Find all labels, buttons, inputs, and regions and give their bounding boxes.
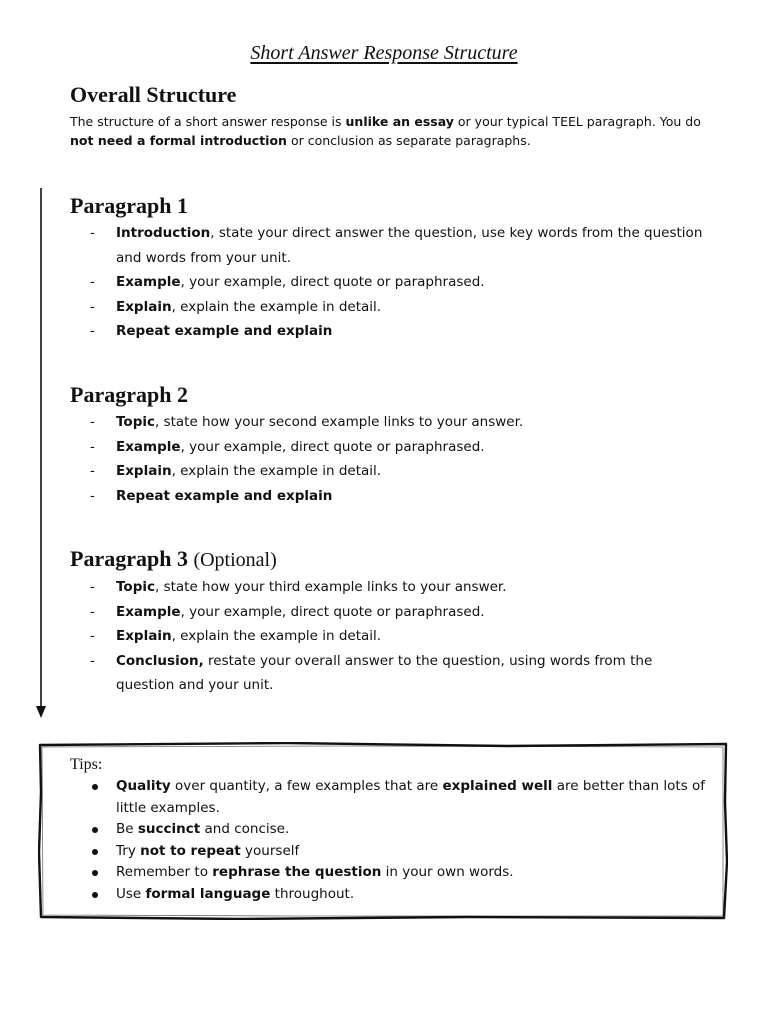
tip-text: are better than lots of little examples. bbox=[116, 778, 706, 816]
item-text: , explain the example in detail. bbox=[171, 628, 382, 644]
intro-bold-1: unlike an essay bbox=[345, 114, 454, 129]
dash-marker: - bbox=[90, 323, 95, 339]
item-bold: Example bbox=[116, 274, 181, 290]
tip-text: Use bbox=[116, 885, 146, 902]
list-item bbox=[90, 270, 710, 295]
item-bold: Topic bbox=[116, 579, 155, 595]
tips-heading: Tips: bbox=[70, 756, 103, 773]
tip-bold: succinct bbox=[137, 821, 201, 837]
list-item bbox=[90, 575, 710, 600]
tip-bold: formal language bbox=[145, 885, 271, 902]
list-item bbox=[90, 459, 710, 484]
tip-text: and concise. bbox=[200, 821, 290, 837]
item-text: , state how your second example links to your answer. bbox=[154, 414, 524, 430]
dash-marker: - bbox=[90, 603, 95, 620]
paragraph-1-heading: Paragraph 1 bbox=[70, 193, 188, 218]
item-text: , state your direct answer the question, use key words from the question and words from your unit. bbox=[116, 225, 703, 266]
item-text: , your example, direct quote or paraphrased. bbox=[180, 274, 485, 290]
paragraph-1-list bbox=[90, 221, 710, 344]
item-text: , state how your third example links to your answer. bbox=[154, 579, 507, 595]
list-item bbox=[90, 319, 710, 344]
paragraph-3-heading bbox=[70, 546, 277, 572]
paragraph-3-optional-label: (Optional) bbox=[193, 549, 277, 571]
tip-item bbox=[70, 841, 710, 863]
dash-marker: - bbox=[90, 628, 95, 644]
dash-marker: - bbox=[90, 463, 95, 479]
paragraph-3-title: Paragraph 3 bbox=[70, 546, 188, 571]
list-item bbox=[90, 410, 710, 435]
tip-text: over quantity, a few examples that are bbox=[170, 778, 443, 794]
tip-bold: Quality bbox=[116, 778, 171, 794]
list-item bbox=[90, 484, 710, 509]
dash-marker: - bbox=[90, 298, 95, 315]
bullet-icon bbox=[92, 827, 98, 833]
tip-bold: rephrase the question bbox=[212, 864, 382, 880]
dash-marker: - bbox=[90, 225, 95, 241]
tip-item bbox=[70, 862, 710, 884]
intro-text-1: The structure of a short answer response is bbox=[70, 114, 346, 129]
tip-item bbox=[70, 819, 710, 841]
tip-bold: not to repeat bbox=[140, 842, 241, 859]
tip-item bbox=[70, 776, 710, 819]
item-bold: Repeat example and explain bbox=[116, 323, 333, 339]
tip-item bbox=[70, 884, 710, 906]
item-text: , explain the example in detail. bbox=[171, 298, 382, 315]
paragraph-2-list bbox=[90, 410, 710, 508]
item-bold: Topic bbox=[116, 414, 155, 430]
item-bold: Explain bbox=[116, 298, 172, 315]
overall-structure-text bbox=[70, 112, 720, 150]
item-text: , your example, direct quote or paraphrased. bbox=[180, 438, 485, 455]
list-item bbox=[90, 624, 710, 649]
intro-text-2: or your typical TEEL paragraph. You do bbox=[453, 114, 701, 129]
tip-text: Be bbox=[116, 821, 138, 837]
tips-section bbox=[70, 756, 710, 905]
item-bold: Explain bbox=[116, 463, 172, 479]
dash-marker: - bbox=[90, 579, 95, 595]
list-item bbox=[90, 221, 710, 270]
dash-marker: - bbox=[90, 414, 95, 430]
dash-marker: - bbox=[90, 487, 95, 504]
list-item bbox=[90, 295, 710, 320]
paragraph-2-heading: Paragraph 2 bbox=[70, 382, 188, 407]
tips-list bbox=[70, 776, 710, 905]
item-bold: Introduction bbox=[116, 225, 211, 241]
intro-bold-2: not need a formal introduction bbox=[70, 133, 287, 148]
document-title: Short Answer Response Structure bbox=[250, 42, 518, 64]
list-item bbox=[90, 600, 710, 625]
bullet-icon bbox=[92, 870, 98, 876]
list-item bbox=[90, 649, 710, 698]
tip-text: Try bbox=[116, 842, 141, 859]
item-bold: Explain bbox=[116, 628, 172, 644]
dash-marker: - bbox=[90, 438, 95, 455]
tip-text: in your own words. bbox=[381, 864, 514, 880]
dash-marker: - bbox=[90, 274, 95, 290]
bullet-icon bbox=[92, 784, 98, 790]
tip-text: throughout. bbox=[270, 885, 355, 902]
dash-marker: - bbox=[90, 652, 95, 669]
flow-arrow-icon bbox=[28, 188, 54, 720]
item-text: , explain the example in detail. bbox=[171, 463, 382, 479]
bullet-icon bbox=[92, 892, 98, 898]
item-text: restate your overall answer to the question, using words from the question and your unit. bbox=[116, 652, 653, 693]
item-text: , your example, direct quote or paraphrased. bbox=[180, 603, 485, 620]
list-item bbox=[90, 435, 710, 460]
tip-text: yourself bbox=[240, 842, 300, 859]
tip-bold: explained well bbox=[442, 778, 553, 794]
tip-text: Remember to bbox=[116, 864, 213, 880]
intro-text-3: or conclusion as separate paragraphs. bbox=[286, 133, 531, 148]
overall-structure-heading: Overall Structure bbox=[70, 82, 237, 107]
item-bold: Example bbox=[116, 603, 181, 620]
item-bold: Conclusion, bbox=[116, 652, 204, 669]
bullet-icon bbox=[92, 849, 98, 855]
item-bold: Repeat example and explain bbox=[116, 487, 333, 504]
paragraph-3-list bbox=[90, 575, 710, 698]
item-bold: Example bbox=[116, 438, 181, 455]
